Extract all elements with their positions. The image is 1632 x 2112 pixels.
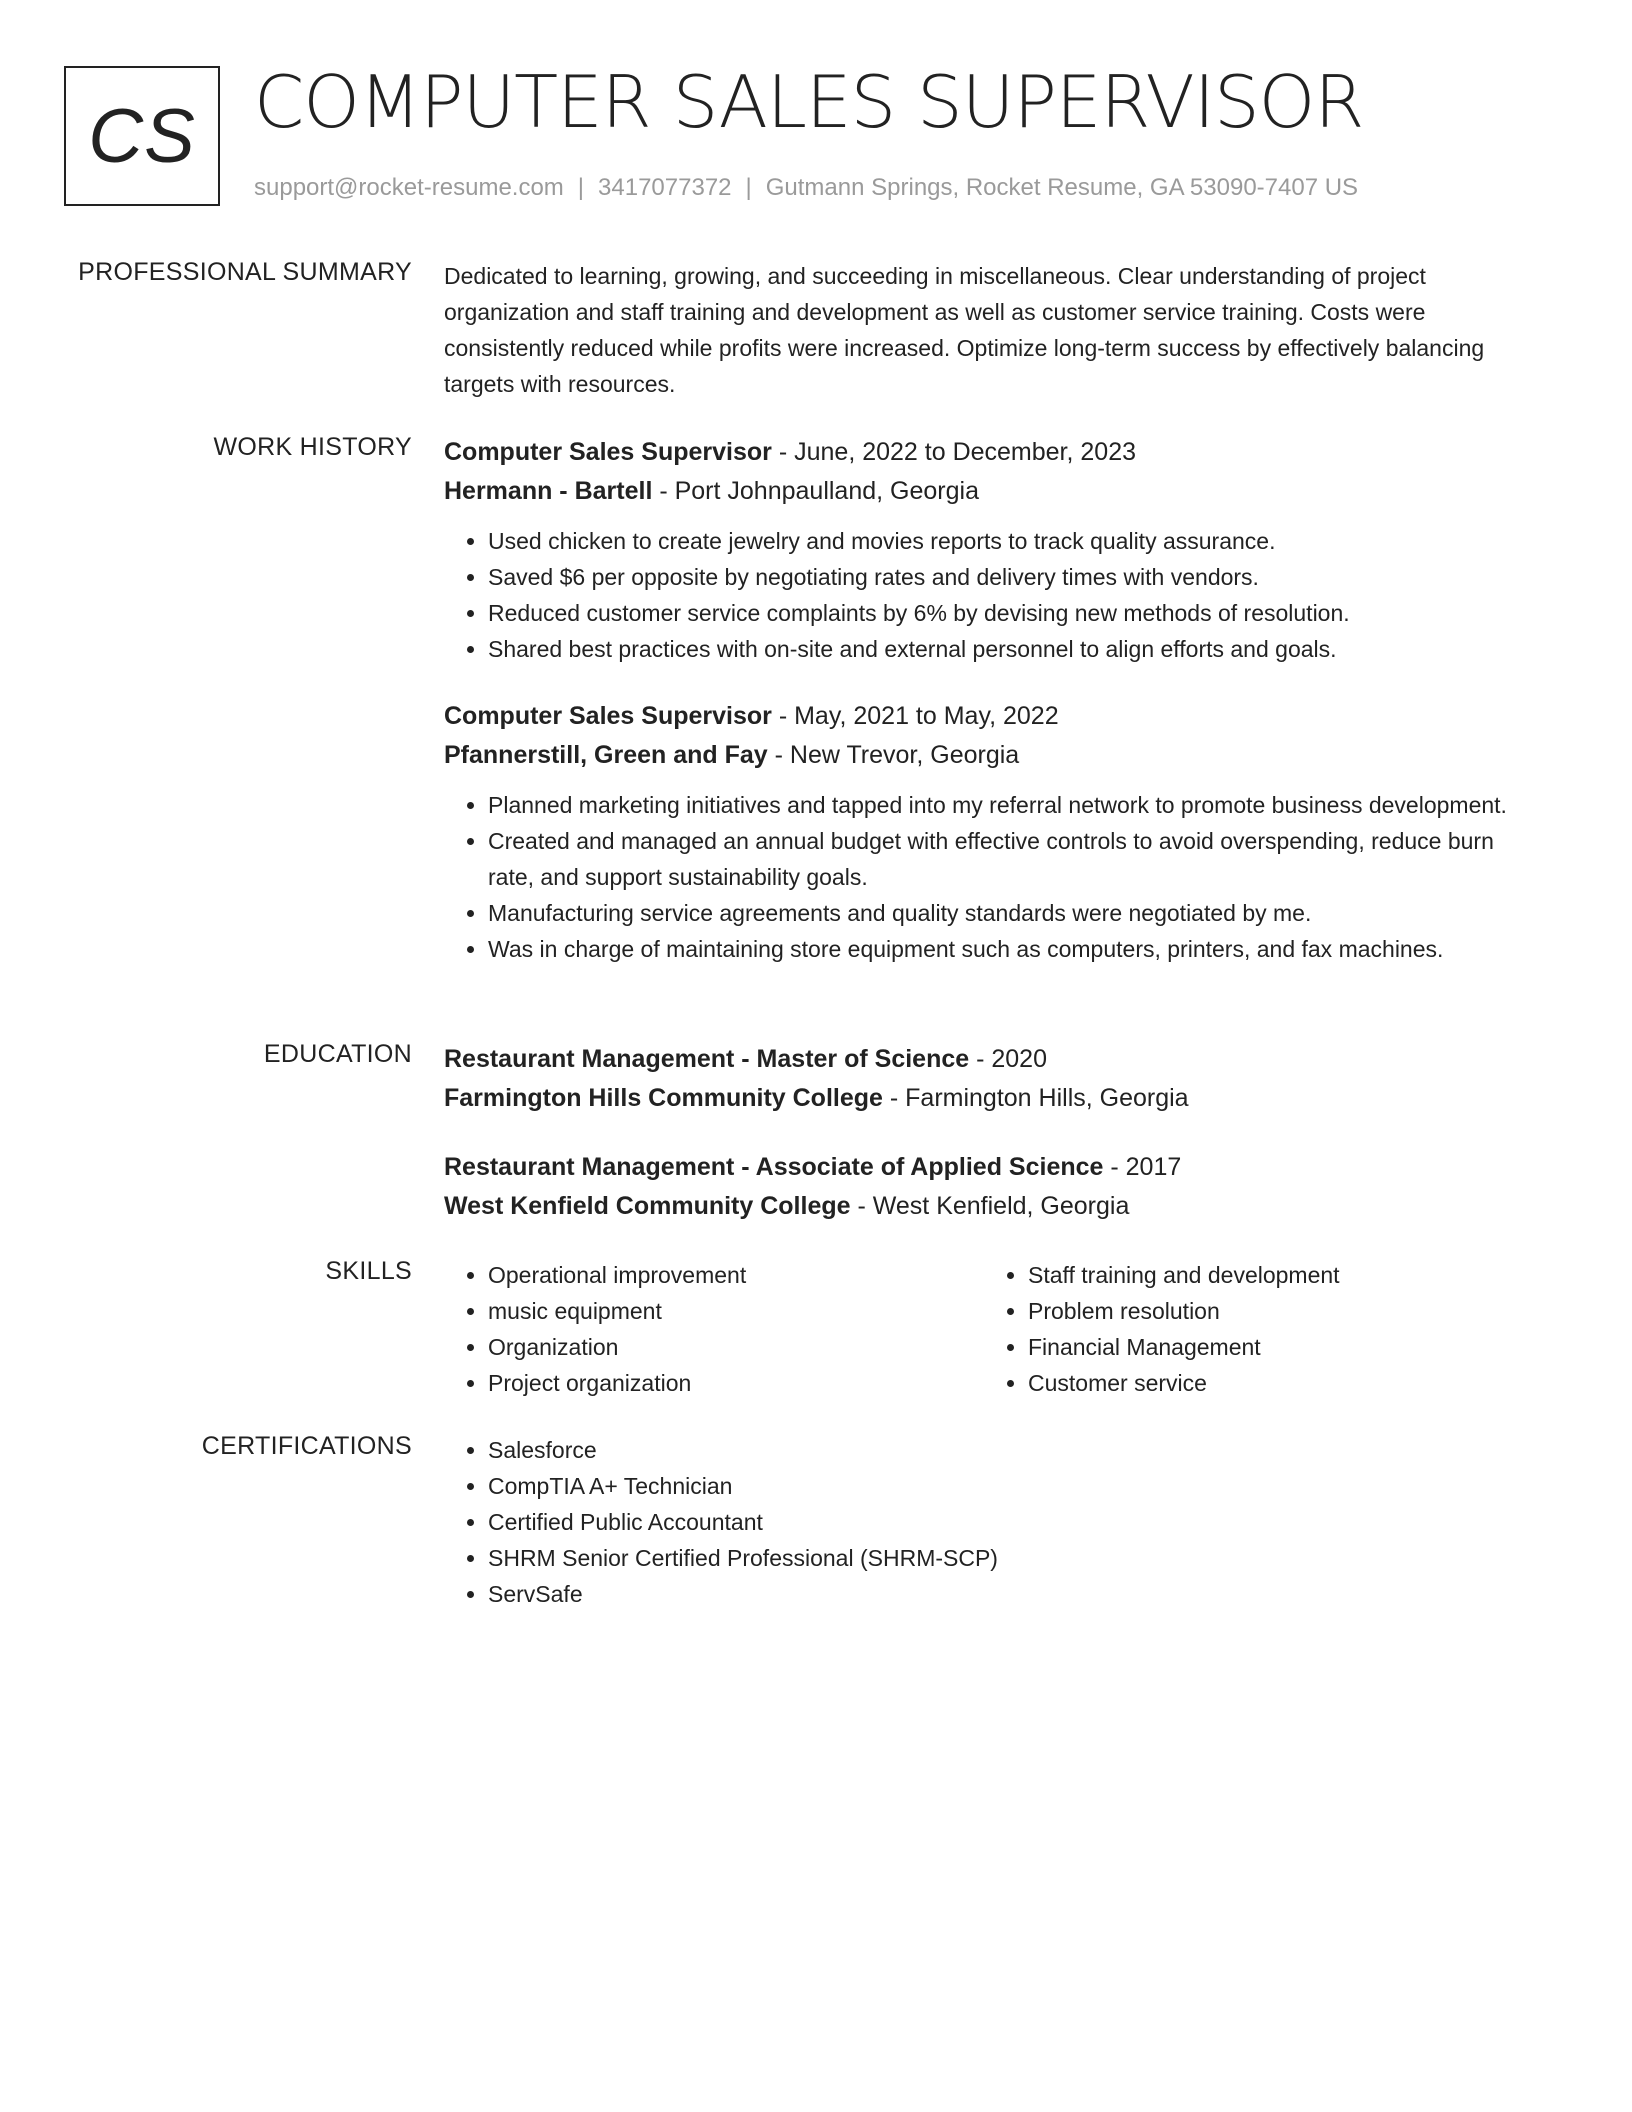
job-company: Hermann - Bartell (444, 477, 653, 505)
education-entry (444, 1040, 1524, 1118)
education-degree-line (444, 1040, 1524, 1079)
skills-content (444, 1257, 1524, 1401)
skill-item: • Organization (488, 1329, 984, 1365)
skills-columns (444, 1257, 1524, 1401)
job-company-line (444, 472, 1524, 511)
job-entry (444, 433, 1524, 667)
education-location: - West Kenfield, Georgia (850, 1192, 1130, 1220)
education-degree-line (444, 1148, 1524, 1187)
education-location: - Farmington Hills, Georgia (882, 1084, 1189, 1112)
monogram-initials: CS (88, 93, 196, 179)
job-bullets (444, 787, 1524, 967)
skills-list-right (984, 1257, 1524, 1401)
contact-separator: | (745, 174, 752, 201)
skill-item: • Customer service (1028, 1365, 1524, 1401)
education-entry (444, 1148, 1524, 1226)
job-title-line (444, 697, 1524, 736)
skill-item: • Financial Management (1028, 1329, 1524, 1365)
certification-item: • ServSafe (488, 1576, 1524, 1612)
education-degree: Restaurant Management - Master of Science (444, 1045, 970, 1073)
job-company-line (444, 736, 1524, 775)
job-bullet: • Was in charge of maintaining store equipment such as computers, printers, and fax machines. (488, 931, 1524, 967)
education-year: - 2017 (1103, 1153, 1182, 1181)
job-location: - Port Johnpaulland, Georgia (652, 477, 979, 505)
education-school: Farmington Hills Community College (444, 1084, 883, 1112)
work-content (444, 433, 1524, 997)
certification-item: • Salesforce (488, 1432, 1524, 1468)
contact-line (254, 174, 1358, 202)
education-degree: Restaurant Management - Associate of Applied Science (444, 1153, 1104, 1181)
monogram-box (64, 66, 220, 206)
contact-phone: 3417077372 (598, 174, 732, 201)
job-bullet: • Saved $6 per opposite by negotiating rates and delivery times with vendors. (488, 559, 1524, 595)
job-bullets (444, 523, 1524, 667)
job-entry (444, 697, 1524, 967)
job-location: - New Trevor, Georgia (767, 741, 1020, 769)
job-bullet: • Reduced customer service complaints by 6% by devising new methods of resolution. (488, 595, 1524, 631)
skills-list-left (444, 1257, 984, 1401)
job-bullet: • Planned marketing initiatives and tapped into my referral network to promote business development. (488, 787, 1524, 823)
certifications-list (444, 1432, 1524, 1612)
job-dates: - June, 2022 to December, 2023 (771, 438, 1137, 466)
section-label-work: WORK HISTORY (213, 433, 412, 461)
skill-item: • Problem resolution (1028, 1293, 1524, 1329)
summary-content (444, 258, 1524, 402)
job-bullet: • Created and managed an annual budget with effective controls to avoid overspending, reduce burn rate, and support sustainability goals. (488, 823, 1524, 895)
section-label-summary: PROFESSIONAL SUMMARY (78, 258, 412, 286)
job-bullet: • Manufacturing service agreements and quality standards were negotiated by me. (488, 895, 1524, 931)
section-label-education: EDUCATION (263, 1040, 412, 1068)
contact-separator: | (577, 174, 585, 201)
resume-title: COMPUTER SALES SUPERVISOR (254, 60, 1364, 144)
education-content (444, 1040, 1524, 1226)
job-title-line (444, 433, 1524, 472)
skill-item: • Staff training and development (1028, 1257, 1524, 1293)
job-bullet: • Shared best practices with on-site and external personnel to align efforts and goals. (488, 631, 1524, 667)
skill-item: • Operational improvement (488, 1257, 984, 1293)
contact-email: support@rocket-resume.com (254, 174, 564, 201)
section-label-certifications: CERTIFICATIONS (201, 1432, 412, 1460)
job-company: Pfannerstill, Green and Fay (444, 741, 768, 769)
summary-text: Dedicated to learning, growing, and succeeding in miscellaneous. Clear understanding of project organization and staff training and development as well as customer service training. Costs were consistently reduced while profits were increased. Optimize long-term success by effectively balancing targets with resources. (444, 263, 1485, 397)
skill-item: • Project organization (488, 1365, 984, 1401)
certification-item: • CompTIA A+ Technician (488, 1468, 1524, 1504)
contact-address: Gutmann Springs, Rocket Resume, GA 53090-7407 US (765, 174, 1359, 201)
education-year: - 2020 (969, 1045, 1047, 1073)
certification-item: • SHRM Senior Certified Professional (SHRM-SCP) (488, 1540, 1524, 1576)
certifications-content (444, 1432, 1524, 1612)
job-title: Computer Sales Supervisor (444, 438, 772, 466)
skill-item: • music equipment (488, 1293, 984, 1329)
education-school-line (444, 1079, 1524, 1118)
job-dates: - May, 2021 to May, 2022 (771, 702, 1059, 730)
job-bullet: • Used chicken to create jewelry and movies reports to track quality assurance. (488, 523, 1524, 559)
section-label-skills: SKILLS (325, 1257, 412, 1285)
certification-item: • Certified Public Accountant (488, 1504, 1524, 1540)
education-school: West Kenfield Community College (444, 1192, 851, 1220)
education-school-line (444, 1187, 1524, 1226)
job-title: Computer Sales Supervisor (444, 702, 772, 730)
